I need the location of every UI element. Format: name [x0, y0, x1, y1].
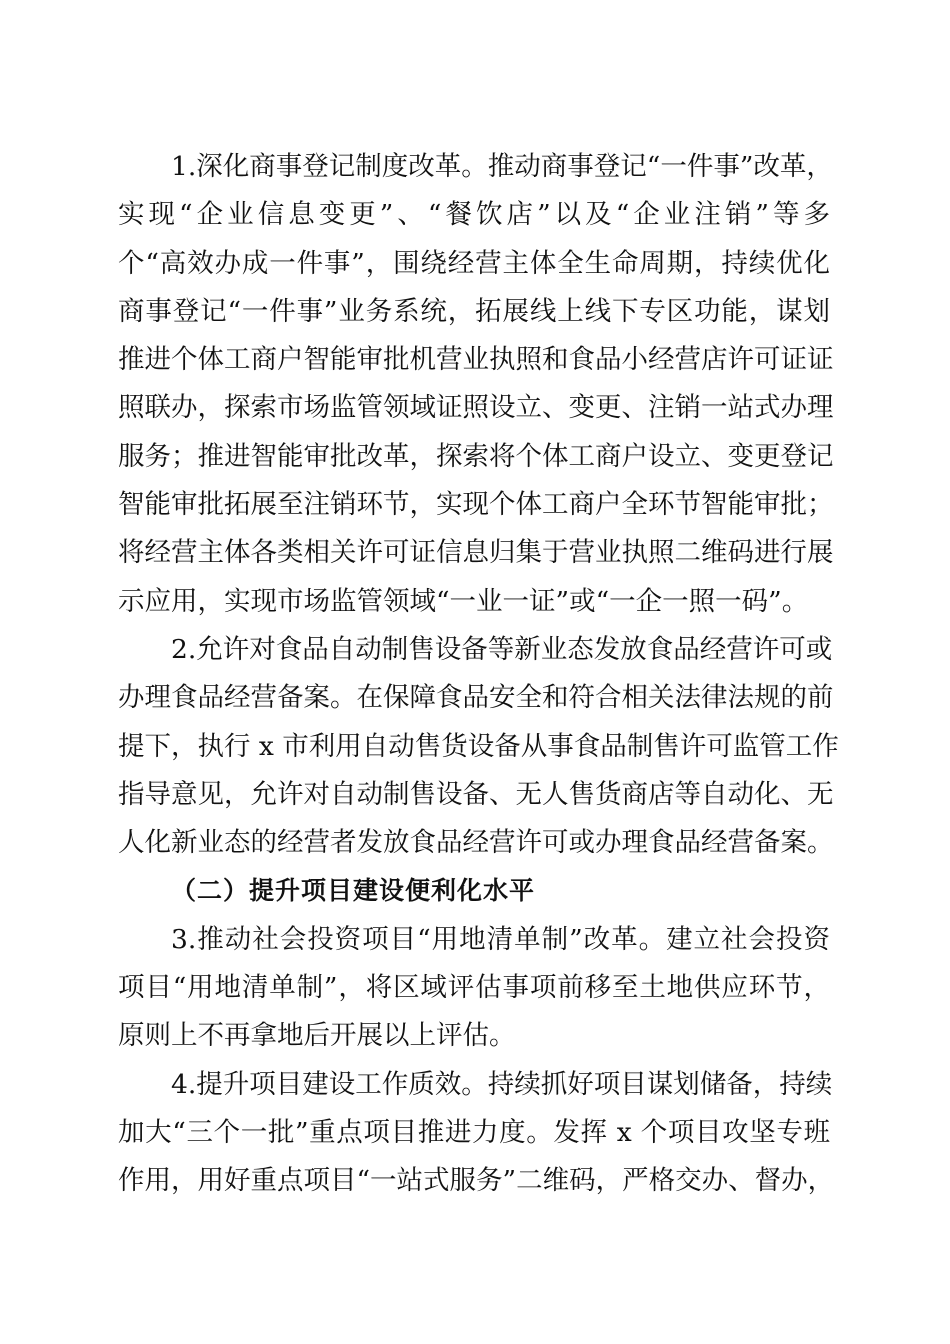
text-line: 将经营主体各类相关许可证信息归集于营业执照二维码进行展: [118, 537, 834, 569]
text-line: 智能审批拓展至注销环节，实现个体工商户全环节智能审批；: [118, 489, 834, 521]
text-line: 提下，执行 x 市利用自动售货设备从事食品制售许可监管工作: [118, 730, 839, 762]
text-line: 推进个体工商户智能审批机营业执照和食品小经营店许可证证: [118, 344, 834, 376]
text-line: 指导意见，允许对自动制售设备、无人售货商店等自动化、无: [118, 778, 834, 810]
text-line: 人化新业态的经营者发放食品经营许可或办理食品经营备案。: [118, 827, 834, 859]
text-line: 1.深化商事登记制度改革。推动商事登记“一件事”改革，: [171, 151, 833, 182]
text-line: 商事登记“一件事”业务系统，拓展线上线下专区功能，谋划: [118, 295, 830, 327]
paragraph-2: [118, 626, 839, 867]
text-line: 原则上不再拿地后开展以上评估。: [118, 1020, 516, 1052]
text-line: 示应用，实现市场监管领域“一业一证”或“一企一照一码”。: [118, 585, 809, 617]
text-line: 服务；推进智能审批改革，探索将个体工商户设立、变更登记: [118, 440, 834, 472]
text-line: 实现“企业信息变更”、“餐饮店”以及“企业注销”等多: [118, 199, 830, 231]
text-line: 2.允许对食品自动制售设备等新业态发放食品经营许可或: [171, 633, 833, 665]
paragraph-4: [118, 1061, 835, 1206]
text-line: 加大“三个一批”重点项目推进力度。发挥 x 个项目攻坚专班: [118, 1116, 830, 1148]
text-line: 办理食品经营备案。在保障食品安全和符合相关法律法规的前: [118, 682, 834, 714]
paragraph-3: [118, 916, 830, 1061]
text-line: 作用，用好重点项目“一站式服务”二维码，严格交办、督办，: [118, 1165, 835, 1197]
text-line: 个“高效办成一件事”，围绕经营主体全生命周期，持续优化: [118, 247, 830, 279]
paragraph-1: [118, 143, 834, 626]
document-body: [118, 143, 839, 1206]
text-line: 4.提升项目建设工作质效。持续抓好项目谋划储备，持续: [171, 1068, 833, 1100]
text-line: 项目“用地清单制”，将区域评估事项前移至土地供应环节，: [118, 972, 830, 1004]
text-line: 3.推动社会投资项目“用地清单制”改革。建立社会投资: [171, 923, 830, 955]
section-heading: （二）提升项目建设便利化水平: [171, 876, 536, 906]
text-line: 照联办，探索市场监管领域证照设立、变更、注销一站式办理: [118, 392, 834, 424]
